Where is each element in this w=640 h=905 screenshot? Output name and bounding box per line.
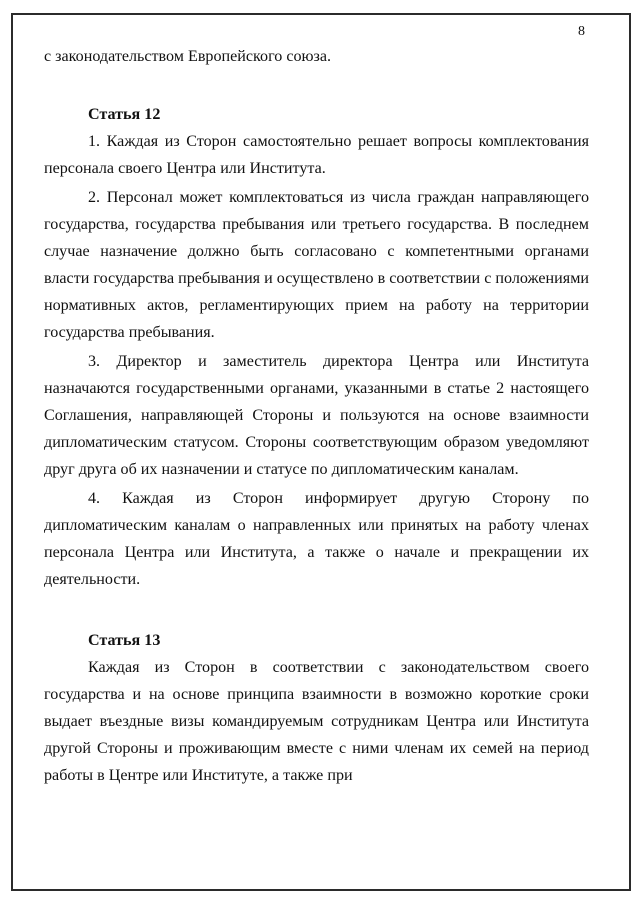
article-12-heading: Статья 12 xyxy=(88,106,161,123)
article-12-paragraph-1: 1. Каждая из Сторон самостоятельно решает вопросы комплектования персонала своего Центра или Института. xyxy=(44,133,589,177)
article-12-paragraph-2: 2. Персонал может комплектоваться из числа граждан направляющего государства, государства пребывания или третьего государства. В последнем случае назначение должно быть согласовано с компетентными органами власти государства пребывания и осуществлено в соответствии с положениями нормативных актов, регламентирующих прием на работу на территории государства пребывания. xyxy=(44,189,589,341)
page-number: 8 xyxy=(578,24,585,39)
article-13 xyxy=(44,627,589,789)
continuation-line: с законодательством Европейского союза. xyxy=(44,48,332,65)
article-13-paragraph-1: Каждая из Сторон в соответствии с законодательством своего государства и на основе принципа взаимности в возможно короткие сроки выдает въездные визы командируемым сотрудникам Центра или Института другой Стороны и проживающим вместе с ними членам их семей на период работы в Центре или Институте, а также при xyxy=(44,659,589,784)
article-12-paragraph-3: 3. Директор и заместитель директора Центра или Института назначаются государственными органами, указанными в статье 2 настоящего Соглашения, направляющей Стороны и пользуются на основе взаимности дипломатическим статусом. Стороны соответствующим образом уведомляют друг друга об их назначении и статусе по дипломатическим каналам. xyxy=(44,353,589,478)
article-12 xyxy=(44,101,589,593)
article-12-paragraph-4: 4. Каждая из Сторон информирует другую Сторону по дипломатическим каналам о направленных или принятых на работу членах персонала Центра или Института, а также о начале и прекращении их деятельности. xyxy=(44,490,589,588)
article-13-heading: Статья 13 xyxy=(88,632,161,649)
document-body xyxy=(44,43,589,789)
